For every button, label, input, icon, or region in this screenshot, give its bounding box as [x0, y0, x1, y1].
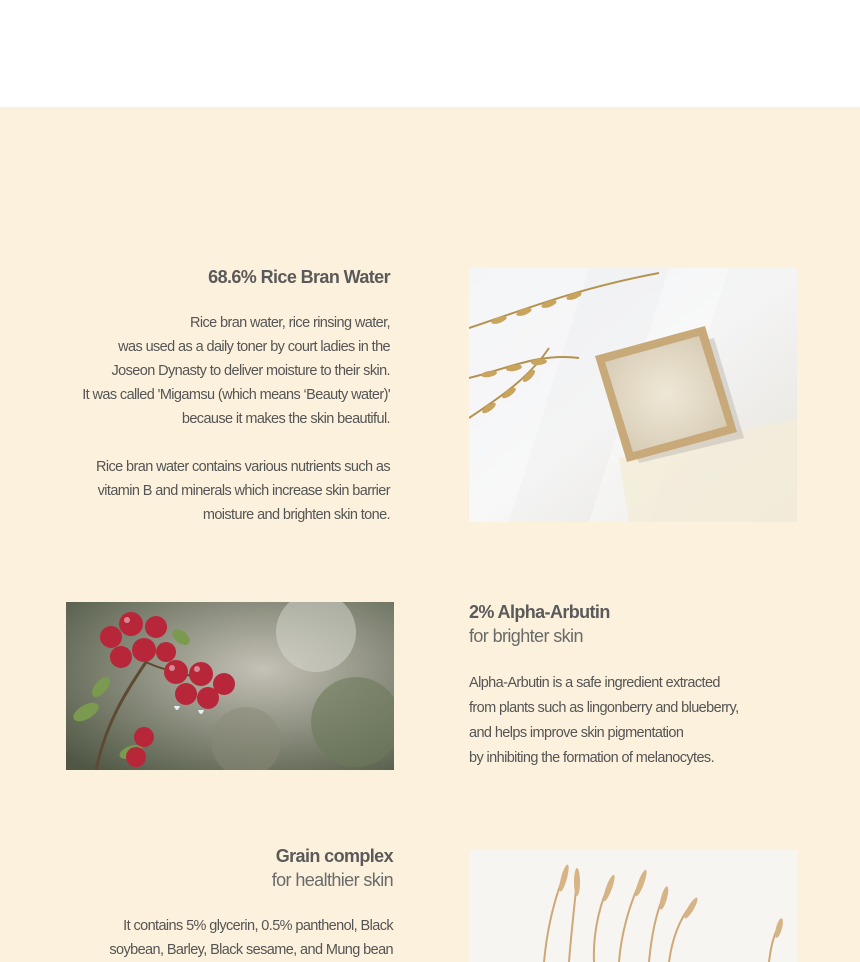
- text-line: vitamin B and minerals which increase skin barrier: [97, 483, 390, 499]
- rice-bran-title: 68.6% Rice Bran Water: [208, 267, 390, 287]
- text-line: Joseon Dynasty to deliver moisture to their skin.: [111, 363, 390, 379]
- text-line: by inhibiting the formation of melanocytes.: [469, 750, 715, 766]
- text-line: was used as a daily toner by court ladies in the: [118, 339, 390, 355]
- text-line: It was called 'Migamsu (which means ‘Beauty water)': [82, 387, 390, 403]
- text-line: Rice bran water, rice rinsing water,: [189, 315, 390, 331]
- lingonberry-photo: [66, 602, 394, 770]
- alpha-arbutin-title: 2% Alpha-Arbutin: [469, 602, 610, 622]
- alpha-arbutin-subtitle: for brighter skin: [469, 626, 583, 646]
- dried-grass-photo: [469, 850, 797, 962]
- grain-complex-subtitle: for healthier skin: [271, 870, 393, 890]
- rice-tray-photo: [469, 268, 797, 522]
- top-blank-area: [0, 0, 860, 107]
- text-line: moisture and brighten skin tone.: [202, 507, 390, 523]
- text-line: It contains 5% glycerin, 0.5% panthenol, Black: [123, 918, 393, 934]
- text-line: because it makes the skin beautiful.: [181, 411, 390, 427]
- grain-complex-paragraph: [13, 914, 393, 962]
- text-line: from plants such as lingonberry and blueberry,: [469, 700, 739, 716]
- rice-bran-paragraph-2: [10, 455, 390, 527]
- rice-bran-paragraph-1: [10, 311, 390, 431]
- text-line: soybean, Barley, Black sesame, and Mung bean: [109, 942, 393, 958]
- alpha-arbutin-paragraph: [469, 671, 849, 771]
- grain-complex-title: Grain complex: [275, 846, 393, 866]
- text-line: Alpha-Arbutin is a safe ingredient extracted: [469, 675, 720, 691]
- text-line: and helps improve skin pigmentation: [469, 725, 684, 741]
- content-background: [0, 107, 860, 962]
- text-line: Rice bran water contains various nutrients such as: [96, 459, 390, 475]
